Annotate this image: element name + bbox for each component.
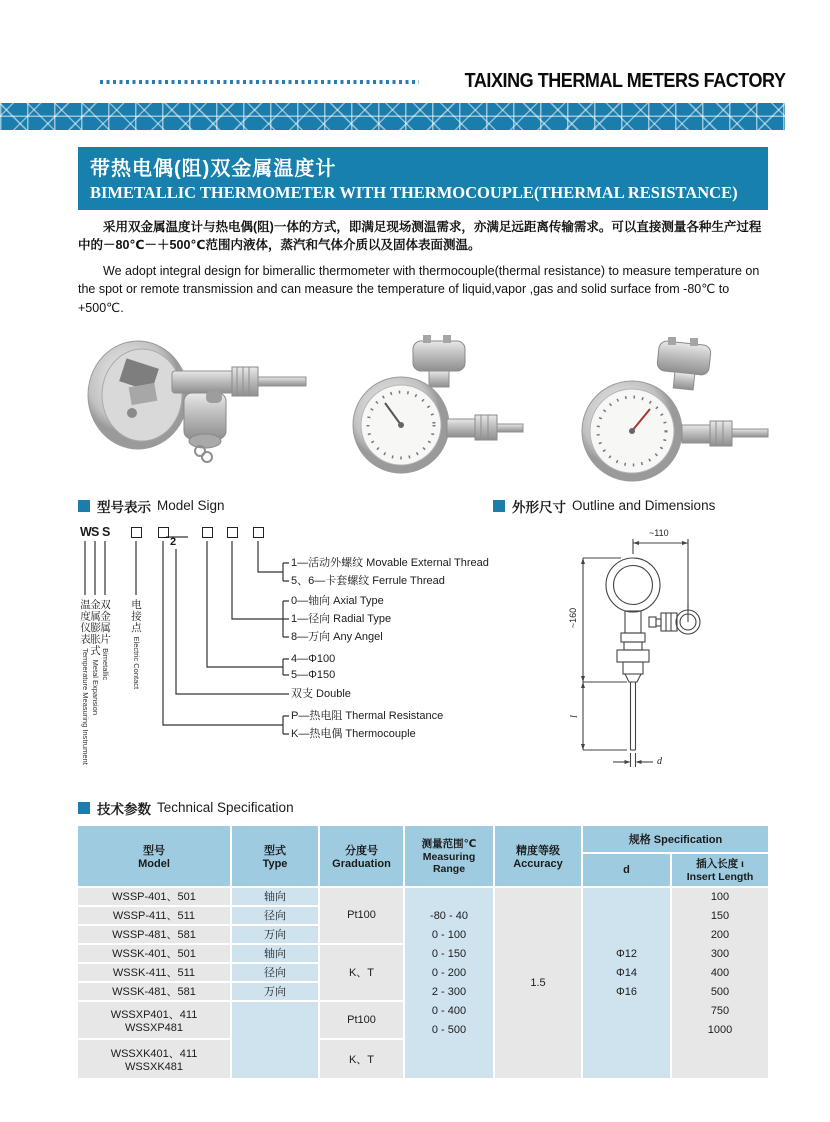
branch-thermocouple: K—热电偶 Thermocouple [291,727,416,740]
model-sign-heading-cn: 型号表示 [97,499,151,515]
section-bullet-icon [78,500,90,512]
dim-diameter-label: d [657,755,662,767]
spec-row [78,1002,768,1021]
col-header-d: d [583,854,672,888]
d-cell [583,1021,672,1040]
model-code-box-4 [227,527,238,538]
col-header-spec-group: 规格 Specification [583,826,768,854]
stem-label-temperature-instrument: 温度仪表 Temperature Measuring Instrument [79,598,91,765]
type-cell: 径向 [232,964,320,983]
model-sign-heading-en: Model Sign [157,498,225,514]
spec-heading-cn: 技术参数 [97,801,151,817]
branch-dial-150: 5—Φ150 [291,668,336,681]
d-cell [583,926,672,945]
insert-length-cell: 500 [672,983,768,1002]
col-header-insert-length: 插入长度 ι Insert Length [672,854,768,888]
spec-table [78,826,768,1078]
outline-heading-cn: 外形尺寸 [512,499,566,515]
branch-ferrule-thread: 5、6—卡套螺纹 Ferrule Thread [291,574,445,587]
product-photos [80,333,770,483]
insert-length-cell: 300 [672,945,768,964]
range-cell [405,1059,495,1078]
branch-radial-type: 1—径向 Radial Type [291,612,392,625]
insert-length-cell: 1000 [672,1021,768,1040]
range-cell: 0 - 100 [405,926,495,945]
dim-height-label: ~160 [568,607,579,628]
product-title-cn: 带热电偶(阻)双金属温度计 [90,158,337,180]
spec-heading [78,799,768,817]
model-letter-w: W [80,524,92,539]
spec-row [78,945,768,964]
model-cell: WSSK-401、501 [78,945,232,964]
spec-heading-en: Technical Specification [157,800,294,816]
range-cell: 2 - 300 [405,983,495,1002]
outline-section [493,497,830,777]
model-cell: WSSP-411、511 [78,907,232,926]
type-cell: 轴向 [232,888,320,907]
insert-length-cell: 750 [672,1002,768,1021]
model-cell: WSSK-411、511 [78,964,232,983]
type-cell [232,1002,320,1078]
product-photo-1 [80,333,310,483]
spec-row [78,1040,768,1059]
model-cell: WSSP-401、501 [78,888,232,907]
dim-width-label: ~110 [649,527,669,538]
model-letter-s2: S [102,524,111,539]
type-cell: 轴向 [232,945,320,964]
model-code-box-3 [202,527,213,538]
range-cell [405,1040,495,1059]
model-letter-s1: S [91,524,100,539]
model-code-box-1 [131,527,142,538]
stem-label-electric-contact: 电接点 Electric Contact [130,598,142,689]
spec-row [78,983,768,1002]
stem-label-metal-expansion: 金属膨胀式 Metal Expansion [89,598,101,715]
branch-dial-100: 4—Φ100 [291,652,336,665]
dim-insert-label: l [568,714,580,718]
range-cell: 0 - 400 [405,1002,495,1021]
d-cell: Φ12 [583,945,672,964]
section-bullet-icon [78,802,90,814]
spec-row [78,926,768,945]
d-cell: Φ16 [583,983,672,1002]
range-cell: -80 - 40 [405,907,495,926]
type-cell: 万向 [232,926,320,945]
d-cell [583,1059,672,1078]
section-bullet-icon [493,500,505,512]
insert-length-cell [672,1059,768,1078]
graduation-cell: Pt100 [320,1002,405,1040]
type-cell: 径向 [232,907,320,926]
product-photo-3 [540,333,770,483]
graduation-cell: K、T [320,945,405,1002]
model-cell: WSSXK401、411 WSSXK481 [78,1040,232,1078]
d-cell [583,1002,672,1021]
insert-length-cell: 400 [672,964,768,983]
range-cell [405,888,495,907]
d-cell [583,1040,672,1059]
model-code-box-2 [158,527,169,538]
d-cell [583,907,672,926]
insert-length-cell: 100 [672,888,768,907]
col-header-type: 型式 Type [232,826,320,888]
spec-row [78,907,768,926]
model-cell: WSSK-481、581 [78,983,232,1002]
graduation-cell: K、T [320,1040,405,1078]
company-name: TAIXING THERMAL METERS FACTORY [464,70,785,92]
product-title-en: BIMETALLIC THERMOMETER WITH THERMOCOUPLE(THERMAL RESISTANCE) [90,183,738,202]
model-cell: WSSP-481、581 [78,926,232,945]
d-cell: Φ14 [583,964,672,983]
outline-heading [493,497,830,515]
accuracy-cell: 1.5 [495,888,583,1078]
d-cell [583,888,672,907]
insert-length-cell [672,1040,768,1059]
insert-length-cell: 200 [672,926,768,945]
branch-any-angle: 8—万向 Any Angel [291,630,383,643]
branch-movable-external-thread: 1—活动外螺纹 Movable External Thread [291,556,489,569]
type-cell: 万向 [232,983,320,1002]
product-title-block [78,147,768,210]
spec-row [78,964,768,983]
range-cell: 0 - 500 [405,1021,495,1040]
branch-thermal-resistance: P—热电阻 Thermal Resistance [291,709,444,722]
intro-paragraph-cn: 采用双金属温度计与热电偶(阻)一体的方式，即满足现场测温需求，亦满足远距离传输需求。可以直接测量各种生产过程中的－80℃－＋500℃范围内液体，蒸汽和气体介质以及固体表面测温。 [78,220,762,253]
branch-double: 双支 Double [291,687,351,700]
branch-axial-type: 0—轴向 Axial Type [291,594,384,607]
range-cell: 0 - 200 [405,964,495,983]
model-code-box-5 [253,527,264,538]
product-photo-2 [325,333,525,483]
model-sign-diagram [78,525,493,777]
masthead [0,0,830,93]
technical-specification-section [78,799,768,1078]
col-header-graduation: 分度号 Graduation [320,826,405,888]
spec-row [78,888,768,907]
outline-drawing-lines [551,525,801,777]
col-header-model: 型号 Model [78,826,232,888]
intro-paragraph-en: We adopt integral design for bimerallic thermometer with thermocouple(thermal resistance) to measure temperature on the spot or remote transmission and can measure the temperature of liquid,vapor ,gas and solid surface from -80℃ to +500℃. [78,264,760,315]
insert-length-cell: 150 [672,907,768,926]
model-sign-heading [78,497,493,515]
col-header-range: 测量范围℃ Measuring Range [405,826,495,888]
model-sign-section [78,497,493,777]
range-cell: 0 - 150 [405,945,495,964]
model-sub-code: 2 [170,535,177,548]
stem-label-bimetallic: 双金属片 Bimetallic [99,598,111,680]
outline-heading-en: Outline and Dimensions [572,498,716,514]
col-header-accuracy: 精度等级 Accuracy [495,826,583,888]
model-cell: WSSXP401、411 WSSXP481 [78,1002,232,1040]
middle-sections [78,497,830,777]
outline-drawing [551,525,801,777]
dotted-rule [100,80,419,84]
decorative-lattice-band [0,103,785,130]
graduation-cell: Pt100 [320,888,405,945]
